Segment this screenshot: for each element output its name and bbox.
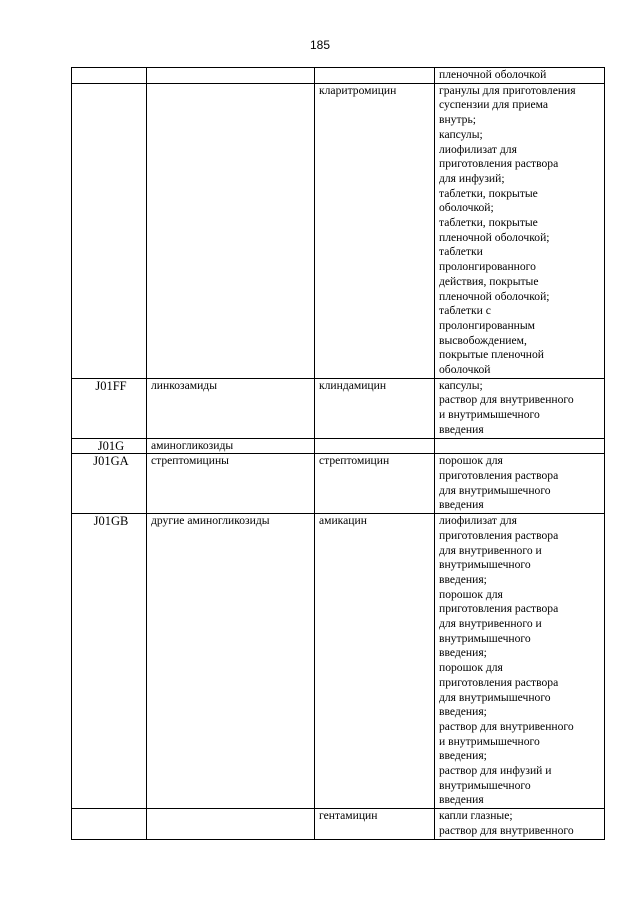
dosage-form-line: введения; xyxy=(439,572,487,586)
dosage-form-line: внутрь; xyxy=(439,113,476,127)
dosage-form-line: и внутримышечного xyxy=(439,734,540,748)
dosage-form-line: внутримышечного xyxy=(439,631,531,645)
dosage-form-line: гранулы для приготовления xyxy=(439,83,576,97)
dosage-form-line: таблетки xyxy=(439,245,483,259)
dosage-form-line: лиофилизат для xyxy=(439,142,517,156)
dosage-form-line: приготовления раствора xyxy=(439,675,559,689)
dosage-form-line: введения; xyxy=(439,749,487,763)
dosage-form-line: порошок для xyxy=(439,454,503,468)
dosage-form-line: приготовления раствора xyxy=(439,602,559,616)
drug-name-cell xyxy=(315,438,435,454)
dosage-form-line: приготовления раствора xyxy=(439,468,559,482)
drug-name-cell: кларитромицин xyxy=(315,83,435,378)
dosage-form-line: пленочной оболочкой; xyxy=(439,289,550,303)
dosage-form-line: пленочной оболочкой; xyxy=(439,230,550,244)
dosage-forms-cell xyxy=(435,809,605,839)
dosage-forms-cell xyxy=(435,378,605,438)
dosage-form-line: оболочкой xyxy=(439,363,491,377)
group-name-cell: другие аминогликозиды xyxy=(147,514,315,809)
dosage-form-line: внутримышечного xyxy=(439,778,531,792)
dosage-form-line: капсулы; xyxy=(439,378,483,392)
dosage-forms-cell xyxy=(435,83,605,378)
dosage-form-line: введения xyxy=(439,793,484,807)
drug-table xyxy=(71,67,605,840)
drug-name-cell xyxy=(315,68,435,84)
dosage-forms-cell xyxy=(435,514,605,809)
dosage-form-line: раствор для внутривенного xyxy=(439,719,574,733)
page-number: 185 xyxy=(309,38,331,52)
atc-code-cell: J01FF xyxy=(72,378,147,438)
dosage-form-line: пленочной оболочкой xyxy=(439,68,547,81)
dosage-form-line: введения; xyxy=(439,646,487,660)
group-name-cell xyxy=(147,809,315,839)
table-row xyxy=(72,514,605,809)
dosage-form-line: таблетки, покрытые xyxy=(439,186,538,200)
drug-name-cell: клиндамицин xyxy=(315,378,435,438)
group-name-cell: стрептомицины xyxy=(147,454,315,514)
group-name-cell xyxy=(147,83,315,378)
dosage-form-line: для внутривенного и xyxy=(439,617,542,631)
group-name-cell: аминогликозиды xyxy=(147,438,315,454)
atc-code-cell: J01G xyxy=(72,438,147,454)
dosage-form-line: приготовления раствора xyxy=(439,528,559,542)
dosage-form-line: для инфузий; xyxy=(439,171,505,185)
dosage-form-line: введения xyxy=(439,422,484,436)
dosage-form-line: для внутримышечного xyxy=(439,690,551,704)
table-row xyxy=(72,68,605,84)
dosage-form-line: лиофилизат для xyxy=(439,514,517,528)
dosage-form-line: таблетки с xyxy=(439,304,491,318)
table-row xyxy=(72,454,605,514)
dosage-form-line: для внутривенного и xyxy=(439,543,542,557)
drug-name-cell: гентамицин xyxy=(315,809,435,839)
atc-code-cell xyxy=(72,68,147,84)
atc-code-cell xyxy=(72,83,147,378)
atc-code-cell: J01GA xyxy=(72,454,147,514)
table-row xyxy=(72,809,605,839)
dosage-form-line: пролонгированного xyxy=(439,260,536,274)
dosage-form-line: таблетки, покрытые xyxy=(439,216,538,230)
dosage-form-line: введения; xyxy=(439,705,487,719)
table-row xyxy=(72,378,605,438)
atc-code-cell xyxy=(72,809,147,839)
dosage-form-line: капсулы; xyxy=(439,127,483,141)
table-row xyxy=(72,438,605,454)
dosage-form-line: пролонгированным xyxy=(439,318,535,332)
dosage-form-line: раствор для внутривенного xyxy=(439,393,574,407)
dosage-form-line: раствор для внутривенного xyxy=(439,823,574,837)
dosage-form-line: приготовления раствора xyxy=(439,157,559,171)
dosage-form-line: введения xyxy=(439,498,484,512)
dosage-form-line: капли глазные; xyxy=(439,809,513,823)
dosage-form-line: покрытые пленочной xyxy=(439,348,544,362)
dosage-form-line: внутримышечного xyxy=(439,558,531,572)
dosage-form-line: и внутримышечного xyxy=(439,408,540,422)
dosage-form-line: оболочкой; xyxy=(439,201,494,215)
dosage-form-line: суспензии для приема xyxy=(439,98,549,112)
dosage-form-line: порошок для xyxy=(439,587,503,601)
dosage-form-line: для внутримышечного xyxy=(439,483,551,497)
dosage-form-line: действия, покрытые xyxy=(439,274,539,288)
dosage-forms-cell xyxy=(435,454,605,514)
group-name-cell xyxy=(147,68,315,84)
dosage-form-line: раствор для инфузий и xyxy=(439,764,552,778)
table-row xyxy=(72,83,605,378)
dosage-form-line: высвобождением, xyxy=(439,333,527,347)
dosage-forms-cell xyxy=(435,438,605,454)
atc-code-cell: J01GB xyxy=(72,514,147,809)
group-name-cell: линкозамиды xyxy=(147,378,315,438)
dosage-form-line: порошок для xyxy=(439,661,503,675)
dosage-forms-cell xyxy=(435,68,605,84)
drug-name-cell: стрептомицин xyxy=(315,454,435,514)
drug-name-cell: амикацин xyxy=(315,514,435,809)
